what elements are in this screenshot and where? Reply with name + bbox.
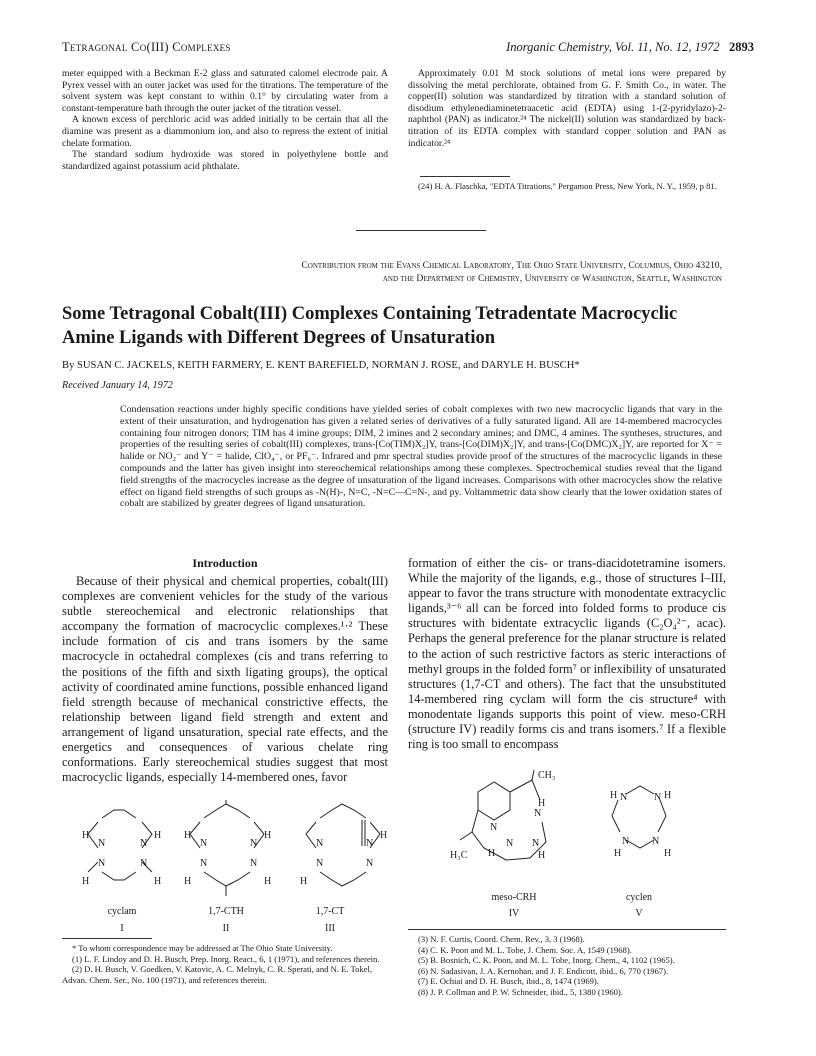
section-divider <box>356 230 486 231</box>
received-date: Received January 14, 1972 <box>62 380 173 391</box>
atom-h: H <box>82 876 90 887</box>
journal-citation <box>506 40 754 55</box>
paragraph: Because of their physical and chemical properties, cobalt(III) complexes are convenient vehicles for the study of the various subtle stereochemical and electronic relationships that accompany the formation of macrocyclic complexes.¹·² These include formation of cis and trans isomers by the same macrocycle in octahedral complexes (cis and trans referring to the positions of the fifth and sixth ligating groups), the optical activity of coordinated amine functions, possible enhanced ligand field strength because of mechanical constrictive effects, the relationship between ligand field strength and extent and arrangement of ligand unsaturation, special rate effects, and the energetics and consequences of various chelate ring conformations. Early stereochemical studies suggest that most macrocyclic ligands, especially 14-membered ones, favor <box>62 574 388 785</box>
affiliation-line-1: Contribution from the Evans Chemical Laboratory, The Ohio State University, Columbus, Ohio 43210, <box>301 260 722 271</box>
atom-n: N <box>366 838 374 849</box>
atom-n: N <box>654 792 662 803</box>
atom-n: N <box>366 858 374 869</box>
atom-h: H <box>614 848 622 859</box>
methyl-bond <box>460 832 472 840</box>
chelate-ring-path <box>204 872 250 886</box>
atom-n: N <box>140 838 148 849</box>
atom-h: H <box>380 830 388 841</box>
intro-left-column <box>62 574 388 785</box>
atom-n: N <box>652 836 660 847</box>
atom-n: N <box>620 792 628 803</box>
chelate-ring-path <box>626 786 654 794</box>
chelate-ring-path <box>102 810 136 818</box>
methyl-label: CH₃ <box>538 770 556 781</box>
chelate-ring-path <box>204 804 250 818</box>
structure-figures-right <box>450 770 700 880</box>
atom-n: N <box>250 858 258 869</box>
atom-h: H <box>610 790 618 801</box>
footnotes-right <box>408 934 726 998</box>
structure-name-ii: 1,7-CTH <box>208 906 244 917</box>
structure-name-v: cyclen <box>625 892 653 903</box>
atom-n: N <box>490 822 498 833</box>
contribution-affiliation <box>160 260 722 285</box>
footnote: (4) C. K. Poon and M. L. Tobe, J. Chem. Soc. A, 1549 (1968). <box>418 944 632 955</box>
title-line-1: Some Tetragonal Cobalt(III) Complexes Containing Tetradentate Macrocyclic <box>62 304 678 324</box>
structure-name-iii: 1,7-CT <box>315 906 345 917</box>
chelate-ring-path <box>510 780 540 800</box>
double-bond <box>362 820 365 846</box>
atom-h: H <box>538 798 546 809</box>
atom-h: H <box>538 850 546 861</box>
chelate-ring-path <box>320 872 366 886</box>
atom-h: H <box>664 848 672 859</box>
atom-n: N <box>200 858 208 869</box>
chelate-ring-path <box>626 840 654 848</box>
footnote: (2) D. H. Busch, V. Goedken, V. Katovic, A. C. Melnyk, C. R. Sperati, and N. E. Tokel, Advan. Chem. Ser., No. 100 (1971), and references therein. <box>62 964 373 985</box>
atom-n: N <box>316 838 324 849</box>
atom-n: N <box>506 838 514 849</box>
top-right-column <box>408 68 726 149</box>
paragraph: Approximately 0.01 M stock solutions of metal ions were prepared by dissolving the metal perchlorate, obtained from G. F. Smith Co., in water. The copper(II) solution was standardized by titration with a standard solution of disodium ethylenediaminetetraacetic acid (EDTA) using 1-(2-pyridylazo)-2-naphthol (PAN) as indicator.²⁴ The nickel(II) solution was standardized by back-titration of its EDTA complex with standard copper solution and PAN as indicator.²⁴ <box>408 68 726 149</box>
atom-n: N <box>532 838 540 849</box>
footnote: (5) B. Bosnich, C. K. Poon, and M. L. Tobe, Inorg. Chem., 4, 1102 (1965). <box>418 955 675 966</box>
chelate-ring-path <box>102 872 136 880</box>
atom-n: N <box>98 858 106 869</box>
paragraph: formation of either the cis- or trans-diacidotetramine isomers. While the majority of the ligands, e.g., those of structures I–III, appear to favor the trans structure with monodentate extracyclic ligands,³⁻⁶ all can be forced into folded forms to produce cis structures with bidentate extracyclic ligands (C₂O₄²⁻, acac). Perhaps the general preference for the planar structure is related to the action of such restrictive factors as steric interactions of methyl groups in the folded form⁷ or inflexibility of unsaturated structures (1,7-CT and others). The fact that the unsubstituted 14-membered ring cyclam will form the cis structure⁴ with monodentate ligands supports this point of view. meso-CRH (structure IV) readily forms cis and trans isomers.⁷ If a flexible ring is too small to encompass <box>408 556 726 752</box>
methyl-bond <box>532 770 534 780</box>
page-number: 2893 <box>729 40 754 54</box>
atom-n: N <box>316 858 324 869</box>
atom-h: H <box>184 876 192 887</box>
running-title: Tetragonal Co(III) Complexes <box>62 40 231 54</box>
footnotes-left <box>62 943 388 985</box>
structure-numeral-v: V <box>635 908 643 919</box>
atom-n: N <box>98 838 106 849</box>
structure-numeral-iii: III <box>325 923 335 934</box>
footnote: (7) E. Ochiai and D. H. Busch, ibid., 8, 1474 (1969). <box>418 976 599 987</box>
atom-h: H <box>264 830 272 841</box>
footnote: (6) N. Sadasivan, J. A. Kernohan, and J. F. Endicott, ibid., 6, 770 (1967). <box>418 965 669 976</box>
journal-name: Inorganic Chemistry, Vol. 11, No. 12, 1972 <box>506 40 720 54</box>
intro-right-column <box>408 556 726 752</box>
footnote-24: (24) H. A. Flaschka, "EDTA Titrations," Pergamon Press, New York, N. Y., 1959, p 81. <box>418 181 717 191</box>
atom-n: N <box>622 836 630 847</box>
atom-n: N <box>250 838 258 849</box>
affiliation-line-2: and the Department of Chemistry, University of Washington, Seattle, Washington <box>382 272 722 284</box>
footnote: * To whom correspondence may be addressed at The Ohio State University. <box>72 943 333 953</box>
authors: By SUSAN C. JACKELS, KEITH FARMERY, E. KENT BAREFIELD, NORMAN J. ROSE, and DARYLE H. BUSCH* <box>62 360 580 371</box>
structure-name-i: cyclam <box>107 906 137 917</box>
structure-figures-left <box>62 800 392 900</box>
atom-h: H <box>264 876 272 887</box>
atom-n: N <box>140 858 148 869</box>
top-left-column <box>62 68 388 172</box>
footnote-rule <box>420 176 510 177</box>
footnote-rule <box>408 929 726 930</box>
footnote: (1) L. F. Lindoy and D. H. Busch, Prep. Inorg. React., 6, 1 (1971), and references therein. <box>72 953 380 964</box>
chelate-ring-path <box>612 800 666 832</box>
structure-numeral-iv: IV <box>508 908 520 919</box>
methyl-label: H₃C <box>450 850 468 861</box>
structure-name-iv: meso-CRH <box>491 892 537 903</box>
pyridine-ring <box>478 782 510 820</box>
atom-h: H <box>154 876 162 887</box>
footnote-rule <box>62 938 152 939</box>
section-heading: Introduction <box>192 556 258 570</box>
footnote: (3) N. F. Curtis, Coord. Chem. Rev., 3, 3 (1968). <box>418 934 585 944</box>
atom-h: H <box>82 830 90 841</box>
abstract: Condensation reactions under highly specific conditions have yielded series of cobalt complexes with two new macrocyclic ligands that vary in the extent of their unsaturation, and hydrogenation has given a related series of derivatives of a fully saturated ligand. All are 14-membered macrocycles containing four nitrogen donors; TIM has 4 imine groups; DIM, 2 imines and 2 secondary amines; and DMC, 4 amines. The syntheses, structures, and properties of the resulting series of cobalt(III) complexes, trans-[Co(TIM)X₂]Y, trans-[Co(DIM)X₂]Y, and trans-[Co(DMC)X₂]Y, are reported for X⁻ = halide or NO₂⁻ and Y⁻ = halide, ClO₄⁻, or PF₆⁻. Infrared and pmr spectral studies provide proof of the structures of the macrocyclic ligands in these compounds and the latter has given insight into stereochemical relationships among these complexes. Spectrochemical studies reveal that the ligand field strengths of the macrocycles increase as the degree of unsaturation of the ligand increases. Comparisons with other macrocycles show the relative effect on ligand field strengths of such groups as -N(H)-, N=C, -N=C—C=N-, and py. Voltammetric data show clearly that the lower oxidation states of cobalt are stabilized by greater degrees of ligand unsaturation. <box>120 404 722 510</box>
title-line-2: Amine Ligands with Different Degrees of Unsaturation <box>62 328 496 348</box>
chelate-ring-path <box>320 804 366 818</box>
atom-h: H <box>488 848 496 859</box>
structure-numeral-i: I <box>120 923 124 934</box>
paragraph: A known excess of perchloric acid was added initially to be certain that all the diamine was present as a diammonium ion, and also to repress the extent of initial chelate formation. <box>62 114 388 149</box>
atom-h: H <box>300 876 308 887</box>
article-title <box>62 302 762 350</box>
paragraph: The standard sodium hydroxide was stored in polyethylene bottle and standardized against potassium acid phthalate. <box>62 149 388 172</box>
atom-n: N <box>534 808 542 819</box>
paragraph: meter equipped with a Beckman E-2 glass and saturated calomel electrode pair. A Pyrex vessel with an outer jacket was used for the titrations. The temperature of the solvent system was kept constant to within 0.1° by circulating water from a constant-temperature bath through the outer jacket of the titration vessel. <box>62 68 388 114</box>
atom-h: H <box>154 830 162 841</box>
atom-h: H <box>184 830 192 841</box>
atom-n: N <box>200 838 208 849</box>
atom-h: H <box>664 790 672 801</box>
footnote: (8) J. P. Collman and P. W. Schneider, ibid., 5, 1380 (1960). <box>418 986 623 997</box>
structure-numeral-ii: II <box>222 923 230 934</box>
